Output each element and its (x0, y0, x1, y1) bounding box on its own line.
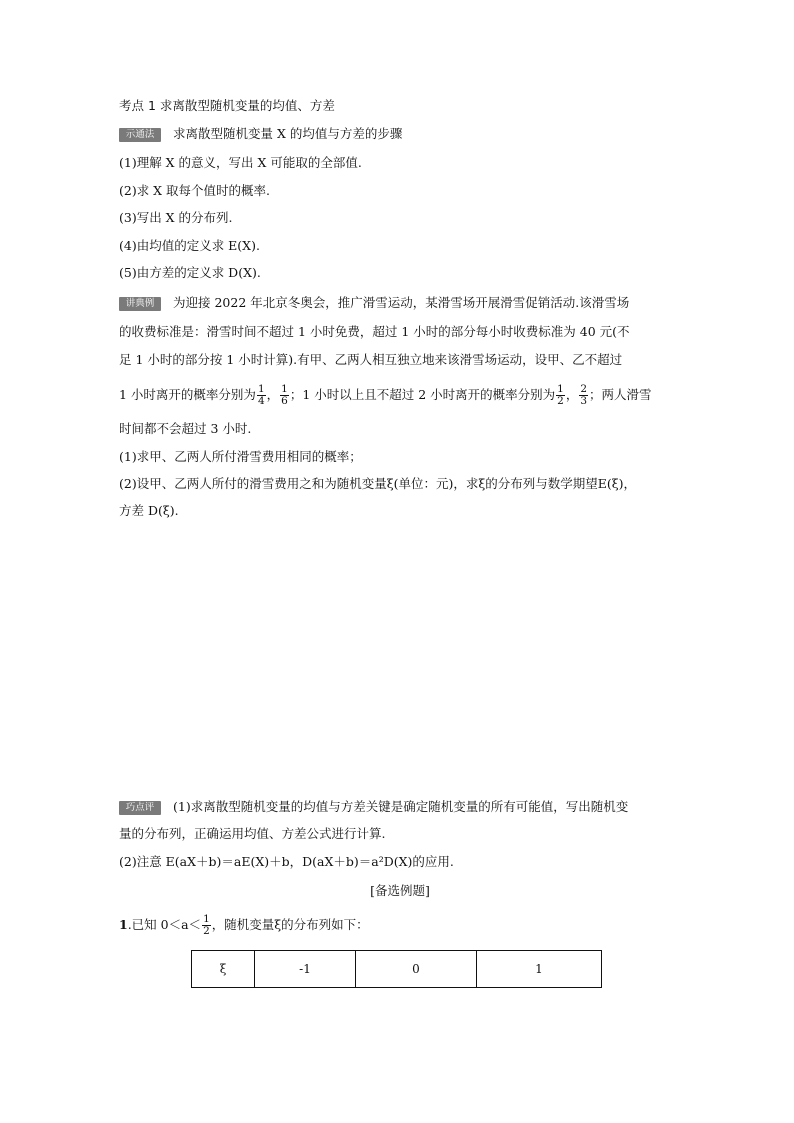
fraction-1-2 (202, 914, 211, 937)
example-text-4a: 1 小时离开的概率分别为 (119, 387, 256, 402)
example-line-4 (119, 384, 652, 407)
problem-1 (119, 914, 369, 937)
question-2-line-1: (2)设甲、乙两人所付的滑雪费用之和为随机变量ξ(单位：元)，求ξ的分布列与数学期望E(ξ)， (119, 476, 636, 491)
method-step-5: (5)由方差的定义求 D(X). (119, 265, 261, 280)
example-text-4c: ；两人滑雪 (589, 387, 652, 402)
review-line-3: (2)注意 E(aX＋b)＝aE(X)＋b，D(aX＋b)＝a²D(X)的应用. (119, 854, 454, 869)
comma: ， (565, 387, 579, 402)
problem-text-a: .已知 0＜a＜ (127, 917, 202, 932)
example-line-3: 足 1 小时的部分按 1 小时计算).有甲、乙两人相互独立地来该滑雪场运动，设甲、乙不超过 (119, 352, 623, 367)
example-text-1: 为迎接 2022 年北京冬奥会，推广滑雪运动，某滑雪场开展滑雪促销活动.该滑雪场 (172, 295, 630, 310)
fraction-1-2 (556, 384, 565, 407)
problem-text-b: ，随机变量ξ的分布列如下： (211, 917, 369, 932)
frac-denominator: 3 (580, 395, 588, 407)
method-step-4: (4)由均值的定义求 E(X). (119, 238, 260, 253)
table-cell-neg1: -1 (255, 951, 356, 988)
backup-examples-heading: [备选例题] (370, 883, 430, 898)
method-heading: 求离散型随机变量 X 的均值与方差的步骤 (172, 126, 403, 141)
method-heading-line (119, 126, 402, 142)
fraction-1-4 (257, 384, 266, 407)
question-1: (1)求甲、乙两人所付滑雪费用相同的概率； (119, 449, 362, 464)
frac-denominator: 6 (281, 395, 288, 407)
frac-numerator: 1 (257, 383, 265, 395)
example-line-1 (119, 295, 629, 311)
frac-numerator: 1 (281, 383, 288, 395)
table-cell-1: 1 (477, 951, 602, 988)
example-text-4b: ；1 小时以上且不超过 2 小时离开的概率分别为 (289, 387, 556, 402)
question-2-line-2: 方差 D(ξ). (119, 503, 179, 518)
table-cell-0: 0 (356, 951, 477, 988)
distribution-table (191, 950, 602, 988)
frac-denominator: 4 (257, 395, 265, 407)
review-line-1 (119, 799, 628, 815)
review-text-1: (1)求离散型随机变量的均值与方差关键是确定随机变量的所有可能值，写出随机变 (172, 799, 629, 814)
frac-numerator: 2 (580, 383, 588, 395)
review-line-2: 量的分布列，正确运用均值、方差公式进行计算. (119, 826, 386, 841)
example-badge: 讲典例 (119, 297, 161, 311)
example-line-2: 的收费标准是：滑雪时间不超过 1 小时免费，超过 1 小时的部分每小时收费标准为 40 元(不 (119, 324, 630, 339)
fraction-2-3 (579, 384, 588, 407)
review-badge: 巧点评 (119, 801, 161, 815)
frac-denominator: 2 (557, 395, 564, 407)
frac-numerator: 1 (203, 913, 210, 925)
comma: ， (266, 387, 280, 402)
frac-numerator: 1 (557, 383, 564, 395)
frac-denominator: 2 (203, 925, 210, 937)
example-line-5: 时间都不会超过 3 小时. (119, 421, 252, 436)
method-step-3: (3)写出 X 的分布列. (119, 210, 233, 225)
table-cell-xi: ξ (192, 951, 255, 988)
method-step-1: (1)理解 X 的意义，写出 X 可能取的全部值. (119, 155, 362, 170)
problem-number: 1 (119, 917, 128, 932)
fraction-1-6 (280, 384, 289, 407)
method-step-2: (2)求 X 取每个值时的概率. (119, 183, 271, 198)
method-badge: 示通法 (119, 128, 161, 142)
table-row (192, 951, 602, 988)
section-title: 考点 1 求离散型随机变量的均值、方差 (119, 98, 335, 113)
